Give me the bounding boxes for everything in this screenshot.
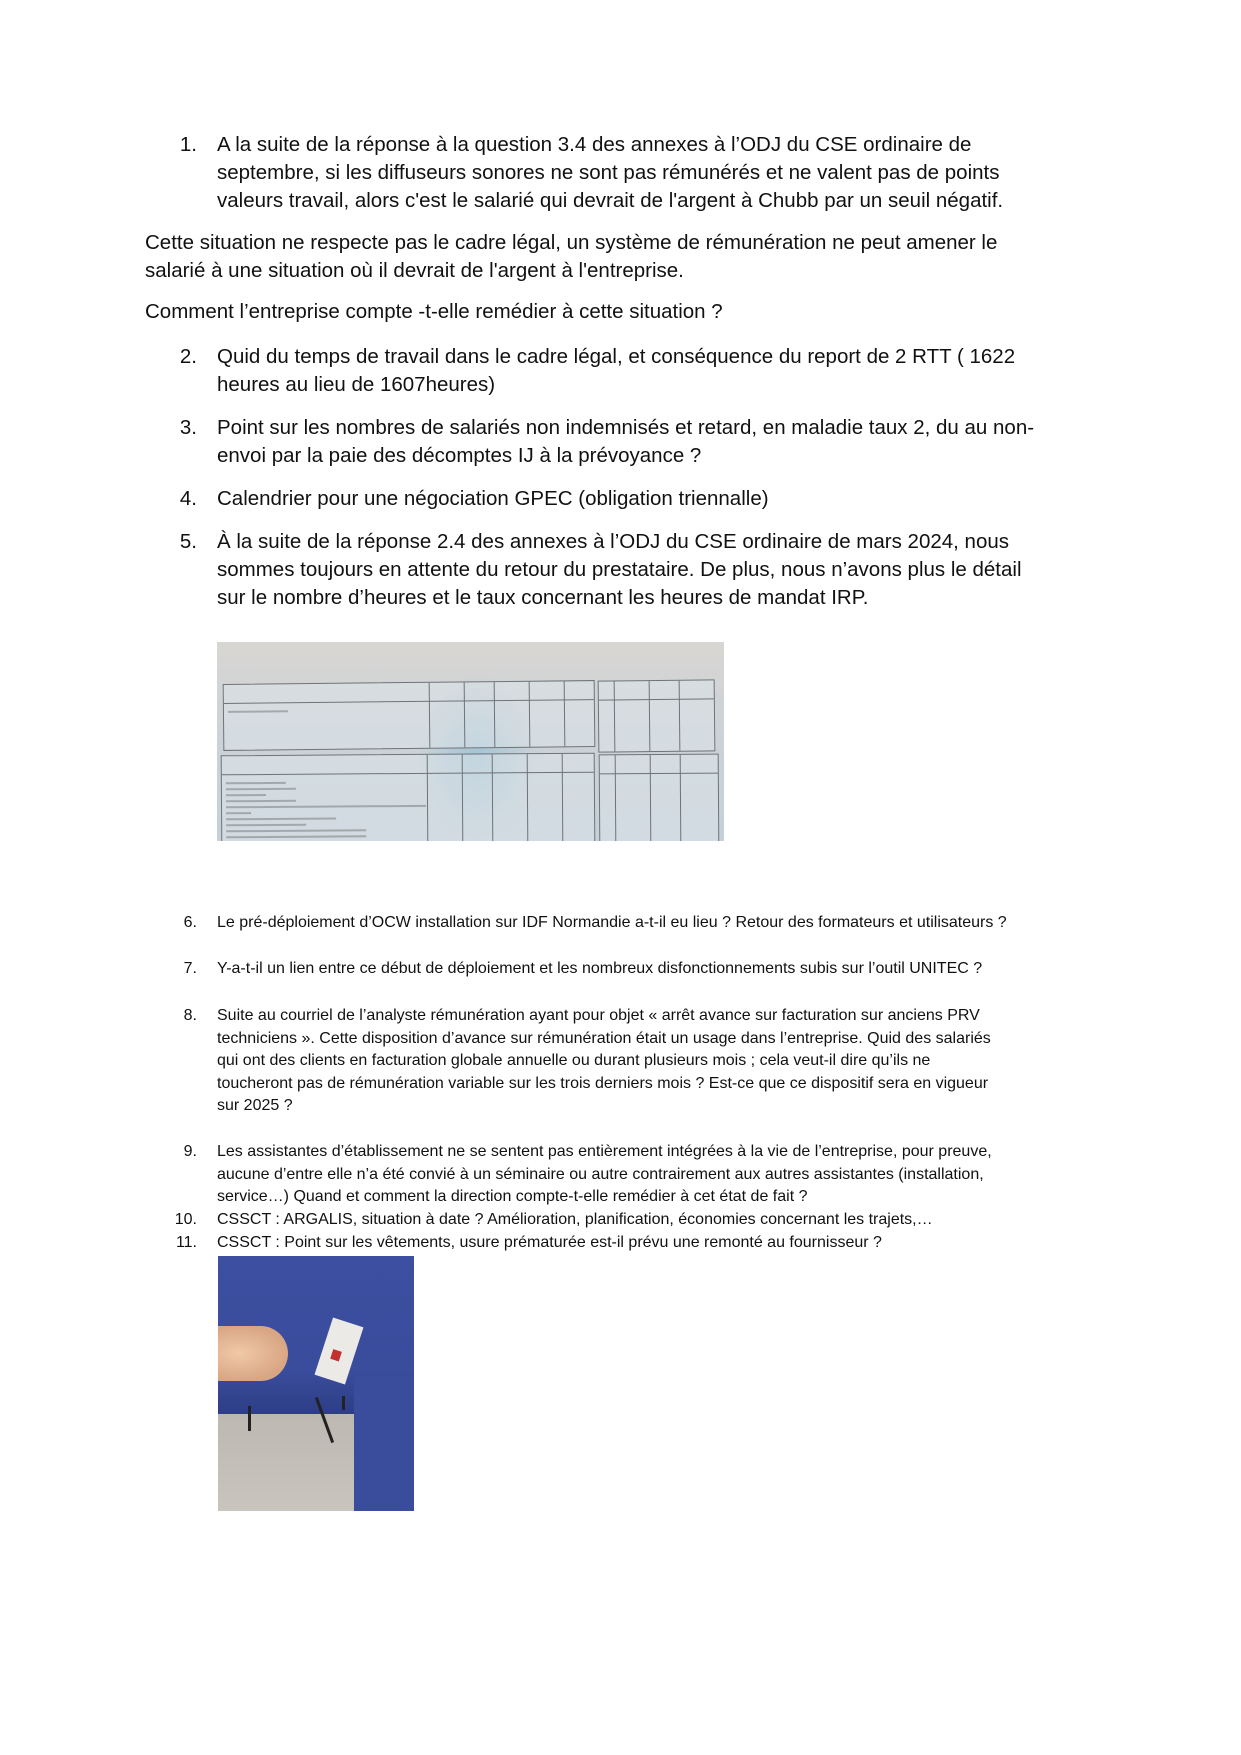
- list-item-2: [145, 343, 1125, 399]
- list-item-10: [145, 1209, 1125, 1232]
- payslip-sheet-bottom: [221, 753, 596, 841]
- list-item-1: [145, 131, 1125, 215]
- list-item-4: [145, 485, 1125, 513]
- text-line: CSSCT : ARGALIS, situation à date ? Amélioration, planification, économies concernant les trajets,…: [217, 1211, 933, 1228]
- text-line: sommes toujours en attente du retour du prestataire. De plus, nous n’avons plus le détail: [217, 558, 1022, 581]
- list-number: 3.: [179, 416, 197, 439]
- paragraph-legal-frame: [145, 229, 1105, 285]
- text-line: Suite au courriel de l’analyste rémunération ayant pour objet « arrêt avance sur facturation sur anciens PRV: [217, 1007, 980, 1024]
- list-item-8: [145, 1005, 1125, 1118]
- list-number: 10.: [174, 1211, 197, 1228]
- text-line: Point sur les nombres de salariés non indemnisés et retard, en maladie taux 2, du au non-: [217, 416, 1035, 439]
- garment-label: [315, 1318, 364, 1385]
- text-line: sur le nombre d’heures et le taux concernant les heures de mandat IRP.: [217, 586, 869, 609]
- payslip-sheet-top: [223, 680, 596, 751]
- text-line: CSSCT : Point sur les vêtements, usure prématurée est-il prévu une remonté au fournisseur ?: [217, 1234, 882, 1251]
- text-line: heures au lieu de 1607heures): [217, 373, 496, 396]
- paragraph-question: Comment l’entreprise compte -t-elle remédier à cette situation ?: [145, 300, 723, 323]
- list-number: 6.: [183, 914, 197, 931]
- list-item-6: [145, 912, 1125, 935]
- payslip-sheet-bottom-side: [599, 754, 720, 841]
- text-line: techniciens ». Cette disposition d’avance sur rémunération était un usage dans l’entreprise. Quid des salariés: [217, 1029, 991, 1047]
- text-line: valeurs travail, alors c'est le salarié qui devrait de l'argent à Chubb par un seuil négatif.: [217, 189, 1004, 212]
- payslip-photo: [217, 642, 724, 841]
- clothing-photo: [218, 1256, 414, 1511]
- thumb: [218, 1326, 288, 1381]
- list-number: 4.: [179, 487, 197, 510]
- list-number: 1.: [179, 133, 197, 156]
- text-line: qui ont des clients en facturation globale annuelle ou durant plusieurs mois ; cela veut-il dire qu’ils ne: [217, 1052, 931, 1069]
- list-item-5: [145, 528, 1125, 612]
- text-line: toucheront pas de rémunération variable sur les trois derniers mois ? Est-ce que ce dispositif sera en vigueur: [217, 1074, 989, 1092]
- text-line: Cette situation ne respecte pas le cadre légal, un système de rémunération ne peut amener le: [145, 231, 998, 254]
- text-line: sur 2025 ?: [217, 1097, 293, 1114]
- text-line: Les assistantes d’établissement ne se sentent pas entièrement intégrées à la vie de l’entreprise, pour preuve,: [217, 1143, 992, 1160]
- text-line: Le pré-déploiement d’OCW installation sur IDF Normandie a-t-il eu lieu ? Retour des formateurs et utilisateurs ?: [217, 914, 1007, 931]
- text-line: aucune d’entre elle n’a été convié à un séminaire ou autre contrairement aux autres assistantes (installation,: [217, 1165, 984, 1183]
- text-line: envoi par la paie des décomptes IJ à la prévoyance ?: [217, 444, 702, 467]
- list-number: 11.: [175, 1234, 197, 1251]
- list-number: 7.: [183, 960, 197, 977]
- payslip-sheet-top-side: [598, 679, 716, 752]
- list-item-7: [145, 958, 1125, 981]
- list-number: 5.: [179, 530, 197, 553]
- text-line: Quid du temps de travail dans le cadre légal, et conséquence du report de 2 RTT ( 1622: [217, 345, 1016, 368]
- list-item-3: [145, 414, 1125, 470]
- text-line: Calendrier pour une négociation GPEC (obligation triennalle): [217, 487, 769, 510]
- list-number: 2.: [179, 345, 197, 368]
- list-number: 8.: [183, 1007, 197, 1024]
- text-line: A la suite de la réponse à la question 3.4 des annexes à l’ODJ du CSE ordinaire de: [217, 133, 972, 156]
- text-line: septembre, si les diffuseurs sonores ne sont pas rémunérés et ne valent pas de points: [217, 161, 1000, 184]
- text-line: Y-a-t-il un lien entre ce début de déploiement et les nombreux disfonctionnements subis sur l’outil UNITEC ?: [217, 960, 983, 977]
- list-item-9: [145, 1141, 1125, 1209]
- text-line: service…) Quand et comment la direction compte-t-elle remédier à cet état de fait ?: [217, 1188, 808, 1205]
- list-number: 9.: [183, 1143, 197, 1160]
- list-item-11: [145, 1232, 1125, 1255]
- text-line: salarié à une situation où il devrait de l'argent à l'entreprise.: [145, 259, 684, 282]
- text-line: À la suite de la réponse 2.4 des annexes à l’ODJ du CSE ordinaire de mars 2024, nous: [217, 530, 1009, 553]
